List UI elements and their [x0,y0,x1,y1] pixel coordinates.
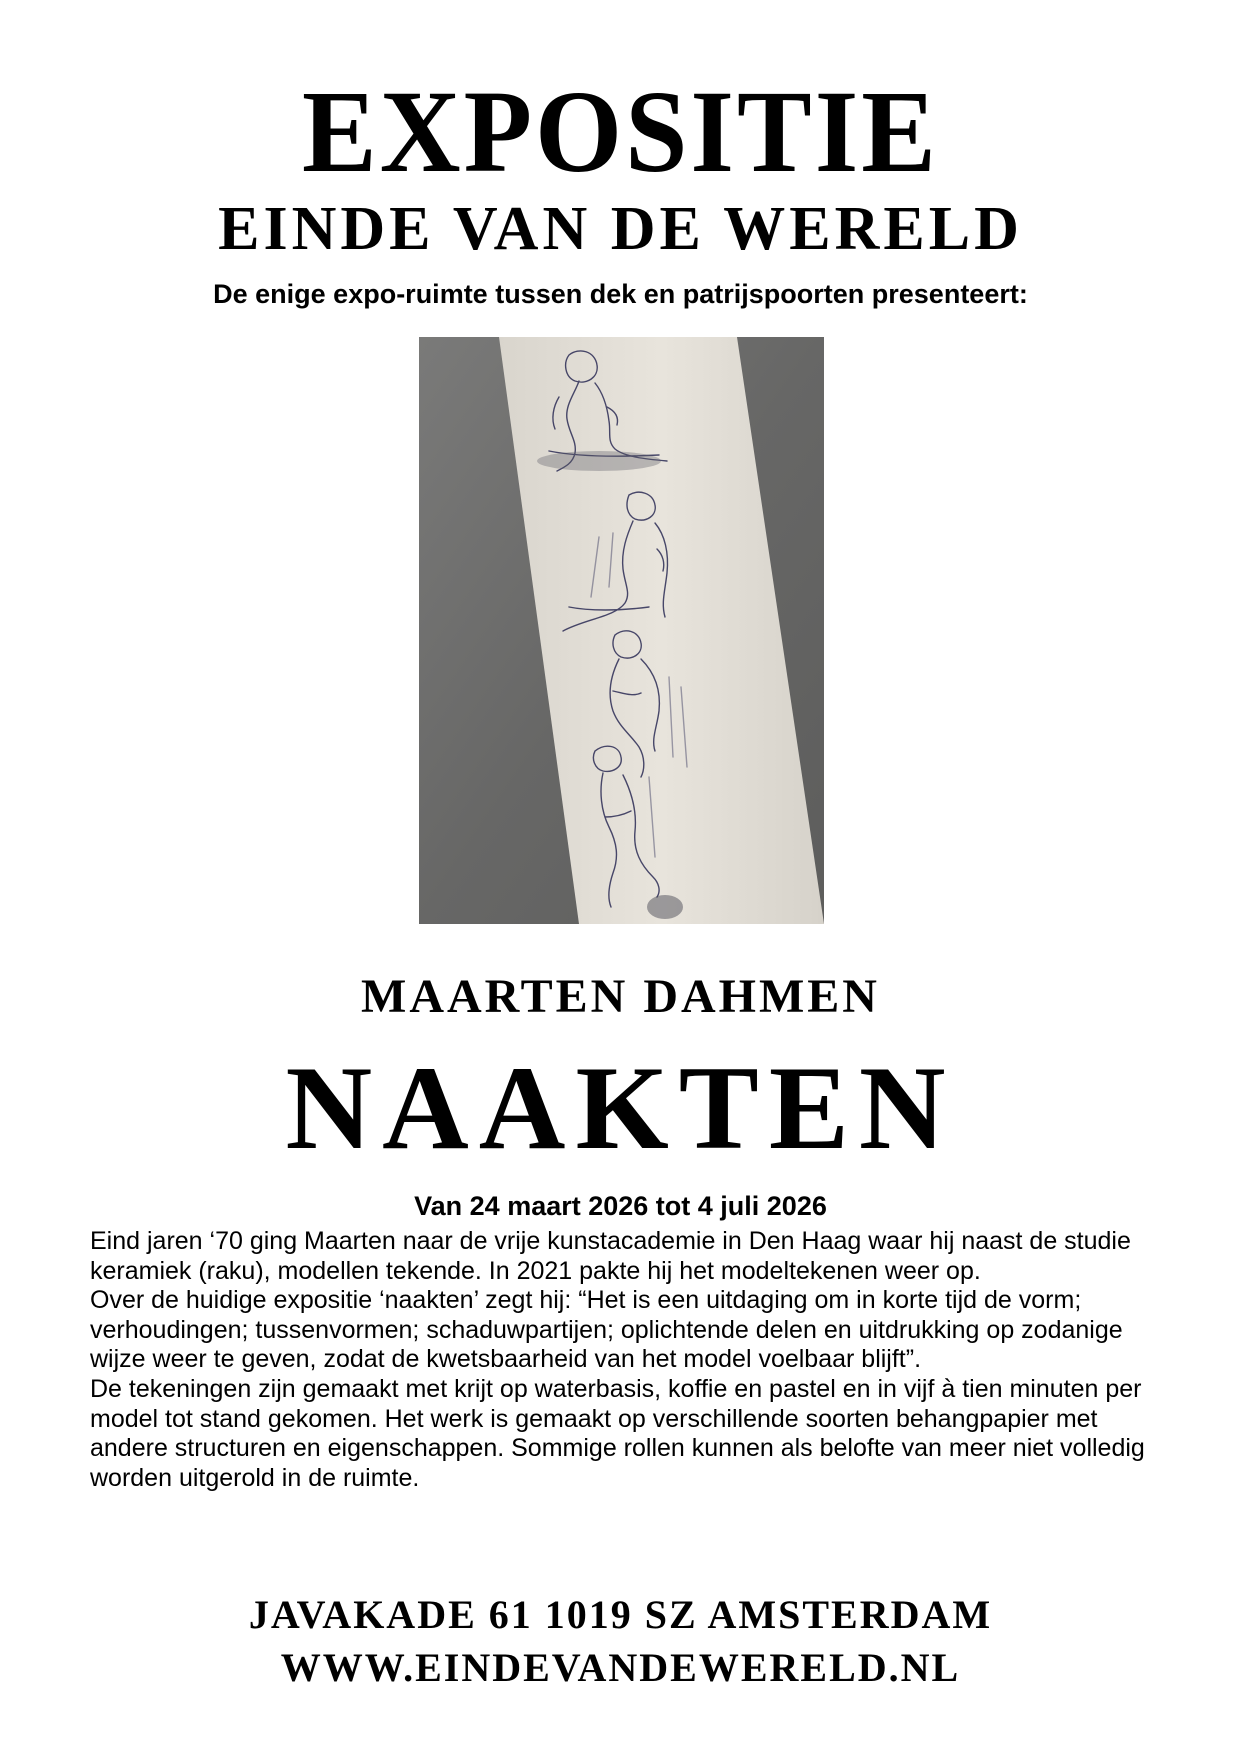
exhibition-dates: Van 24 maart 2026 tot 4 juli 2026 [414,1191,827,1221]
description [90,1227,1180,1493]
description-paragraph: Over de huidige expositie ‘naakten’ zegt hij: “Het is een uitdaging om in korte tijd de vorm; verhoudingen; tussenvormen; schaduwpartijen; oplichtende delen en uitdrukking op zodanige wijze weer te geven, zodat de kwetsbaarheid van het model voelbaar blijft”. [90,1286,1123,1374]
website-link[interactable]: WWW.EINDEVANDEWERELD.NL [280,1645,961,1690]
artist-name: MAARTEN DAHMEN [361,970,880,1023]
description-paragraph: Eind jaren ‘70 ging Maarten naar de vrije kunstacademie in Den Haag waar hij naast de studie keramiek (raku), modellen tekende. In 2021 pakte hij het modeltekenen weer op. [90,1227,1131,1285]
subtitle: De enige expo-ruimte tussen dek en patrijspoorten presenteert: [213,279,1028,309]
description-paragraph: De tekeningen zijn gemaakt met krijt op waterbasis, koffie en pastel en in vijf à tien minuten per model tot stand gekomen. Het werk is gemaakt op verschillende soorten behangpapier met andere structuren en eigenschappen. Sommige rollen kunnen als belofte van meer niet volledig worden uitgerold in de ruimte. [90,1374,1145,1492]
figure-drawing-image [419,337,824,924]
exhibition-title: NAAKTEN [285,1041,956,1174]
page-title: EXPOSITIE [302,66,939,198]
address: JAVAKADE 61 1019 SZ AMSTERDAM [248,1592,993,1637]
venue-name: EINDE VAN DE WERELD [218,195,1023,263]
artwork-image [419,337,824,924]
